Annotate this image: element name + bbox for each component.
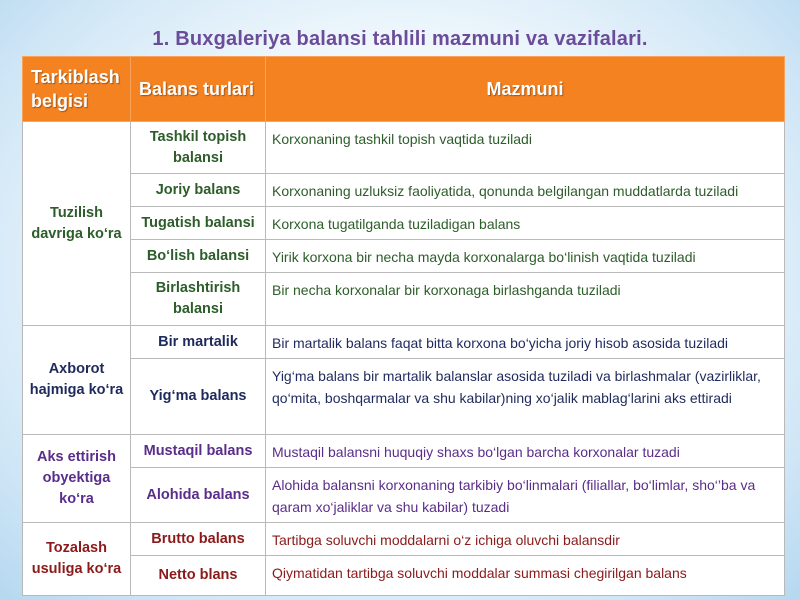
- balance-description: Korxonaning tashkil topish vaqtida tuziladi: [266, 122, 785, 174]
- balance-type: Alohida balans: [131, 468, 266, 523]
- page-title: 1. Buxgaleriya balansi tahlili mazmuni va vazifalari.: [152, 28, 648, 50]
- balance-type: Netto blans: [131, 556, 266, 596]
- table-row: [23, 359, 785, 435]
- table-header-row: [23, 57, 785, 122]
- balance-type: Bo‘lish balansi: [131, 240, 266, 273]
- header-content: Mazmuni: [266, 57, 785, 122]
- table-row: [23, 273, 785, 326]
- group-label-reflection-object: Aks ettirish obyektiga ko‘ra: [23, 435, 131, 523]
- header-classification: Tarkiblash belgisi: [23, 57, 131, 122]
- table-row: [23, 326, 785, 359]
- balance-description: Alohida balansni korxonaning tarkibiy bo‘linmalari (filiallar, bo‘limlar, sho‘’ba va qaram xo‘jaliklar va shu kabilar) tuzadi: [266, 468, 785, 523]
- balance-type: Tashkil topish balansi: [131, 122, 266, 174]
- balance-description: Yirik korxona bir necha mayda korxonalarga bo‘linish vaqtida tuziladi: [266, 240, 785, 273]
- balance-type: Brutto balans: [131, 523, 266, 556]
- group-label-cleaning-method: Tozalash usuliga ko‘ra: [23, 523, 131, 596]
- balance-description: Yig‘ma balans bir martalik balanslar asosida tuziladi va birlashmalar (vazirliklar, qo‘mita, boshqarmalar va shu kabilar)ning xo‘jalik mablag‘larini aks ettiradi: [266, 359, 785, 435]
- table-row: [23, 523, 785, 556]
- balance-description: Tartibga soluvchi moddalarni o‘z ichiga oluvchi balansdir: [266, 523, 785, 556]
- table-row: [23, 435, 785, 468]
- table-row: [23, 556, 785, 596]
- balance-type: Birlashtirish balansi: [131, 273, 266, 326]
- balance-description: Bir necha korxonalar bir korxonaga birlashganda tuziladi: [266, 273, 785, 326]
- group-label-information-volume: Axborot hajmiga ko‘ra: [23, 326, 131, 435]
- balance-type: Mustaqil balans: [131, 435, 266, 468]
- balance-types-table: [22, 56, 785, 596]
- table-row: [23, 207, 785, 240]
- table-row: [23, 240, 785, 273]
- balance-description: Korxonaning uzluksiz faoliyatida, qonunda belgilangan muddatlarda tuziladi: [266, 174, 785, 207]
- balance-type: Joriy balans: [131, 174, 266, 207]
- balance-description: Bir martalik balans faqat bitta korxona bo‘yicha joriy hisob asosida tuziladi: [266, 326, 785, 359]
- balance-type: Yig‘ma balans: [131, 359, 266, 435]
- balance-type: Tugatish balansi: [131, 207, 266, 240]
- table-row: [23, 122, 785, 174]
- balance-description: Qiymatidan tartibga soluvchi moddalar summasi chegirilgan balans: [266, 556, 785, 596]
- balance-description: Korxona tugatilganda tuziladigan balans: [266, 207, 785, 240]
- balance-description: Mustaqil balansni huquqiy shaxs bo‘lgan barcha korxonalar tuzadi: [266, 435, 785, 468]
- table-row: [23, 468, 785, 523]
- table-row: [23, 174, 785, 207]
- group-label-structure-period: Tuzilish davriga ko‘ra: [23, 122, 131, 326]
- balance-type: Bir martalik: [131, 326, 266, 359]
- header-balance-types: Balans turlari: [131, 57, 266, 122]
